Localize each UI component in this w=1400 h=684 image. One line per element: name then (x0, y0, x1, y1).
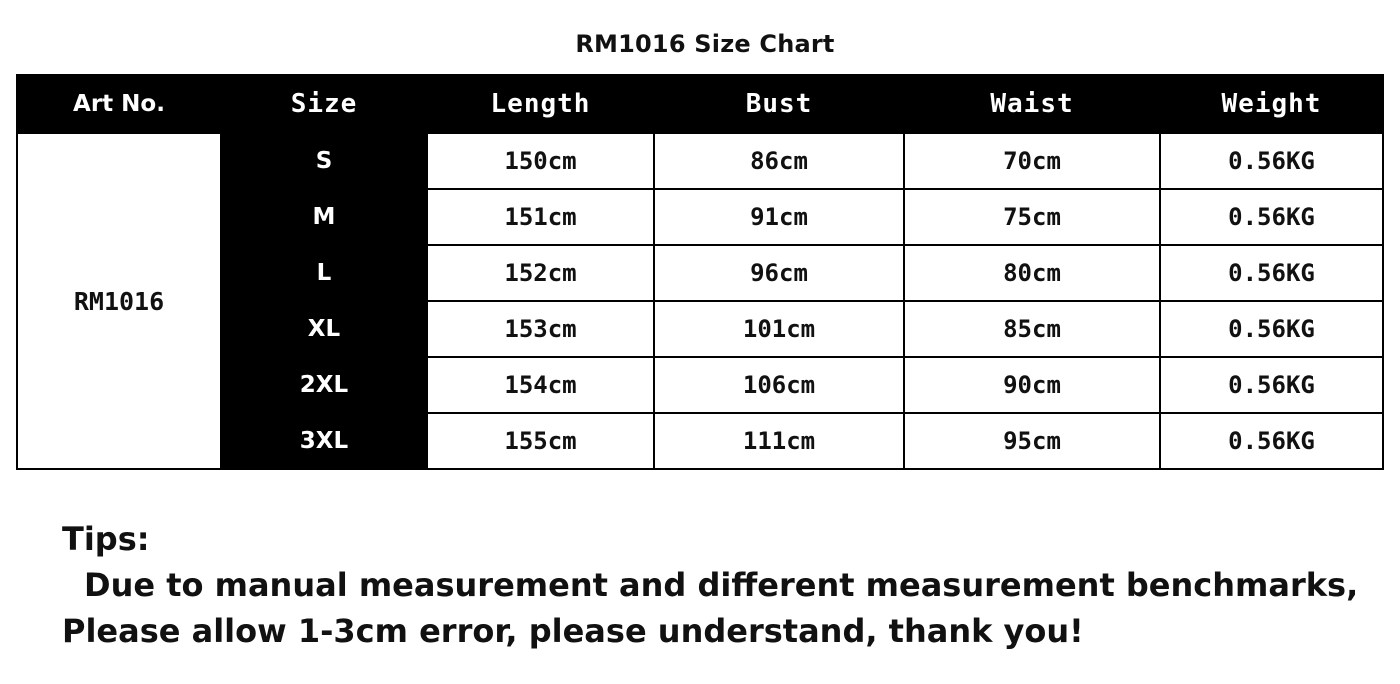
column-header-waist: Waist (904, 75, 1160, 133)
size-cell: 3XL (221, 413, 427, 469)
weight-cell: 0.56KG (1160, 357, 1383, 413)
art-number-cell: RM1016 (17, 133, 221, 469)
table-row (17, 413, 1383, 469)
weight-cell: 0.56KG (1160, 133, 1383, 189)
weight-cell: 0.56KG (1160, 189, 1383, 245)
tips-heading: Tips: (62, 520, 150, 558)
bust-cell: 106cm (654, 357, 904, 413)
column-header-length: Length (427, 75, 654, 133)
size-cell: XL (221, 301, 427, 357)
size-cell: M (221, 189, 427, 245)
table-row (17, 189, 1383, 245)
bust-cell: 96cm (654, 245, 904, 301)
waist-cell: 70cm (904, 133, 1160, 189)
length-cell: 152cm (427, 245, 654, 301)
table-row (17, 133, 1383, 189)
size-cell: L (221, 245, 427, 301)
weight-cell: 0.56KG (1160, 245, 1383, 301)
waist-cell: 90cm (904, 357, 1160, 413)
column-header-art-no: Art No. (17, 75, 221, 133)
chart-title: RM1016 Size Chart (575, 30, 835, 58)
tips-line-1: Due to manual measurement and different measurement benchmarks, (84, 566, 1359, 604)
table-header-row (17, 75, 1383, 133)
size-cell: 2XL (221, 357, 427, 413)
size-chart-table (16, 74, 1384, 470)
table-row (17, 301, 1383, 357)
column-header-weight: Weight (1160, 75, 1383, 133)
column-header-bust: Bust (654, 75, 904, 133)
length-cell: 154cm (427, 357, 654, 413)
weight-cell: 0.56KG (1160, 413, 1383, 469)
table-row (17, 245, 1383, 301)
length-cell: 155cm (427, 413, 654, 469)
length-cell: 151cm (427, 189, 654, 245)
bust-cell: 101cm (654, 301, 904, 357)
table-row (17, 357, 1383, 413)
length-cell: 153cm (427, 301, 654, 357)
waist-cell: 85cm (904, 301, 1160, 357)
waist-cell: 75cm (904, 189, 1160, 245)
tips-section (62, 516, 1382, 654)
bust-cell: 91cm (654, 189, 904, 245)
length-cell: 150cm (427, 133, 654, 189)
bust-cell: 86cm (654, 133, 904, 189)
column-header-size: Size (221, 75, 427, 133)
waist-cell: 80cm (904, 245, 1160, 301)
size-cell: S (221, 133, 427, 189)
weight-cell: 0.56KG (1160, 301, 1383, 357)
bust-cell: 111cm (654, 413, 904, 469)
waist-cell: 95cm (904, 413, 1160, 469)
tips-line-2: Please allow 1-3cm error, please understand, thank you! (62, 612, 1084, 650)
